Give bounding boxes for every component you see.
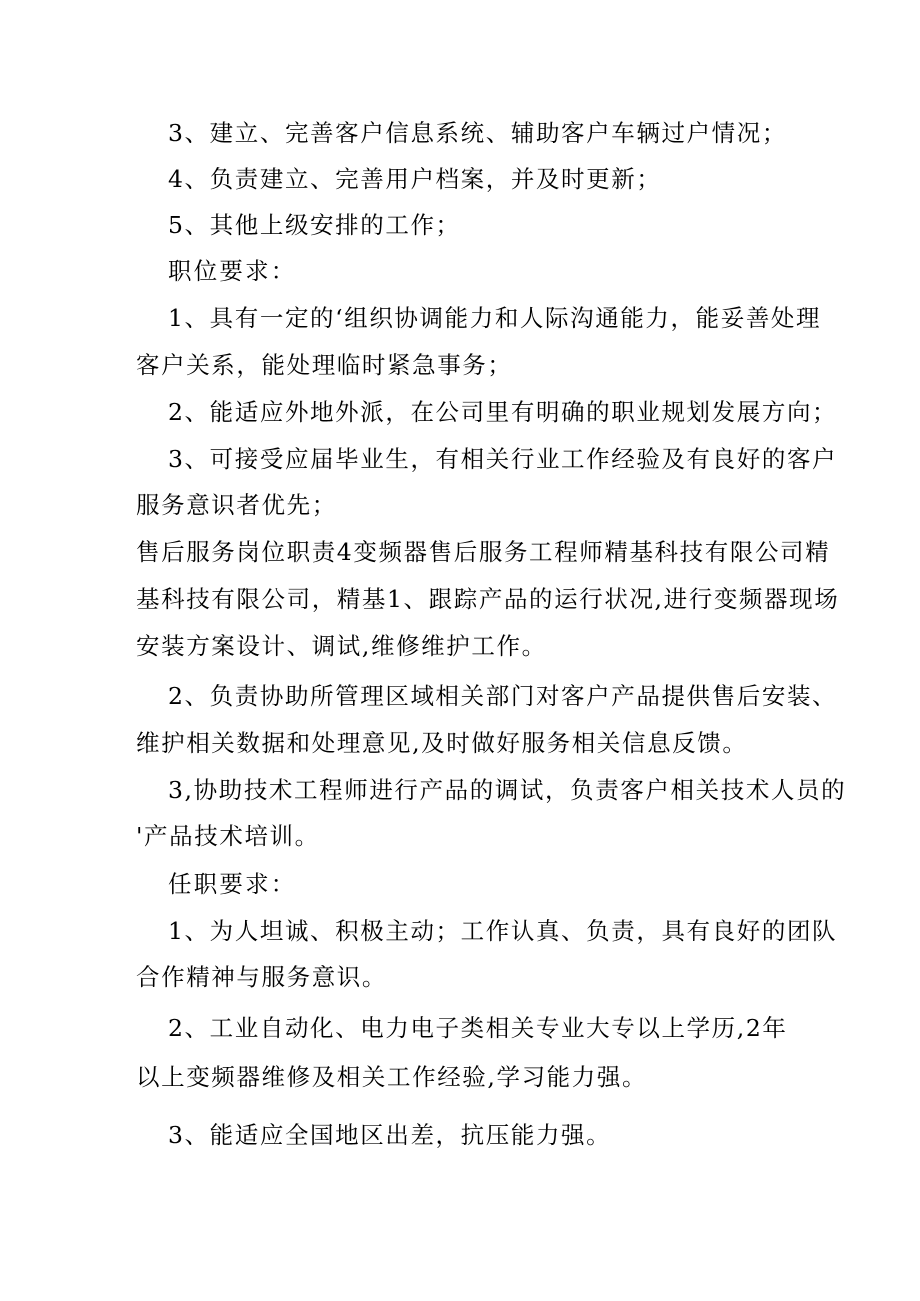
section-heading-qualifications: 任职要求： — [168, 870, 297, 898]
text-line-22: 3、能适应全国地区出差，抗压能力强。 — [168, 1121, 612, 1149]
text-line-3: 5、其他上级安排的工作； — [168, 211, 461, 239]
text-line-8: 3、可接受应届毕业生，有相关行业工作经验及有良好的客户 — [168, 445, 838, 473]
text-line-16: '产品技术培训。 — [136, 822, 320, 850]
text-line-14: 维护相关数据和处理意见,及时做好服务相关信息反馈。 — [136, 729, 748, 757]
text-line-6: 客户关系，能处理临时紧急事务； — [136, 351, 513, 379]
text-line-5: 1、具有一定的‘组织协调能力和人际沟通能力，能妥善处理 — [168, 304, 822, 332]
text-line-13: 2、负责协助所管理区域相关部门对客户产品提供售后安装、 — [168, 682, 838, 710]
text-line-1: 3、建立、完善客户信息系统、辅助客户车辆过户情况； — [168, 119, 787, 147]
text-line-11: 基科技有限公司，精基1、跟踪产品的运行状况,进行变频器现场 — [136, 585, 840, 613]
text-line-10: 售后服务岗位职责4变频器售后服务工程师精基科技有限公司精 — [136, 538, 831, 566]
text-line-20: 2、工业自动化、电力电子类相关专业大专以上学历,2年 — [168, 1014, 788, 1042]
text-line-19: 合作精神与服务意识。 — [136, 963, 387, 991]
section-heading-job-requirements: 职位要求： — [168, 257, 297, 285]
text-line-21: 以上变频器维修及相关工作经验,学习能力强。 — [136, 1063, 648, 1091]
text-line-7: 2、能适应外地外派，在公司里有明确的职业规划发展方向； — [168, 398, 838, 426]
text-line-18: 1、为人坦诚、积极主动；工作认真、负责，具有良好的团队 — [168, 917, 838, 945]
text-line-15: 3,协助技术工程师进行产品的调试，负责客户相关技术人员的 — [168, 776, 847, 804]
text-line-9: 服务意识者优先； — [136, 491, 337, 519]
text-line-12: 安装方案设计、调试,维修维护工作。 — [136, 632, 547, 660]
text-line-2: 4、负责建立、完善用户档案，并及时更新； — [168, 165, 662, 193]
